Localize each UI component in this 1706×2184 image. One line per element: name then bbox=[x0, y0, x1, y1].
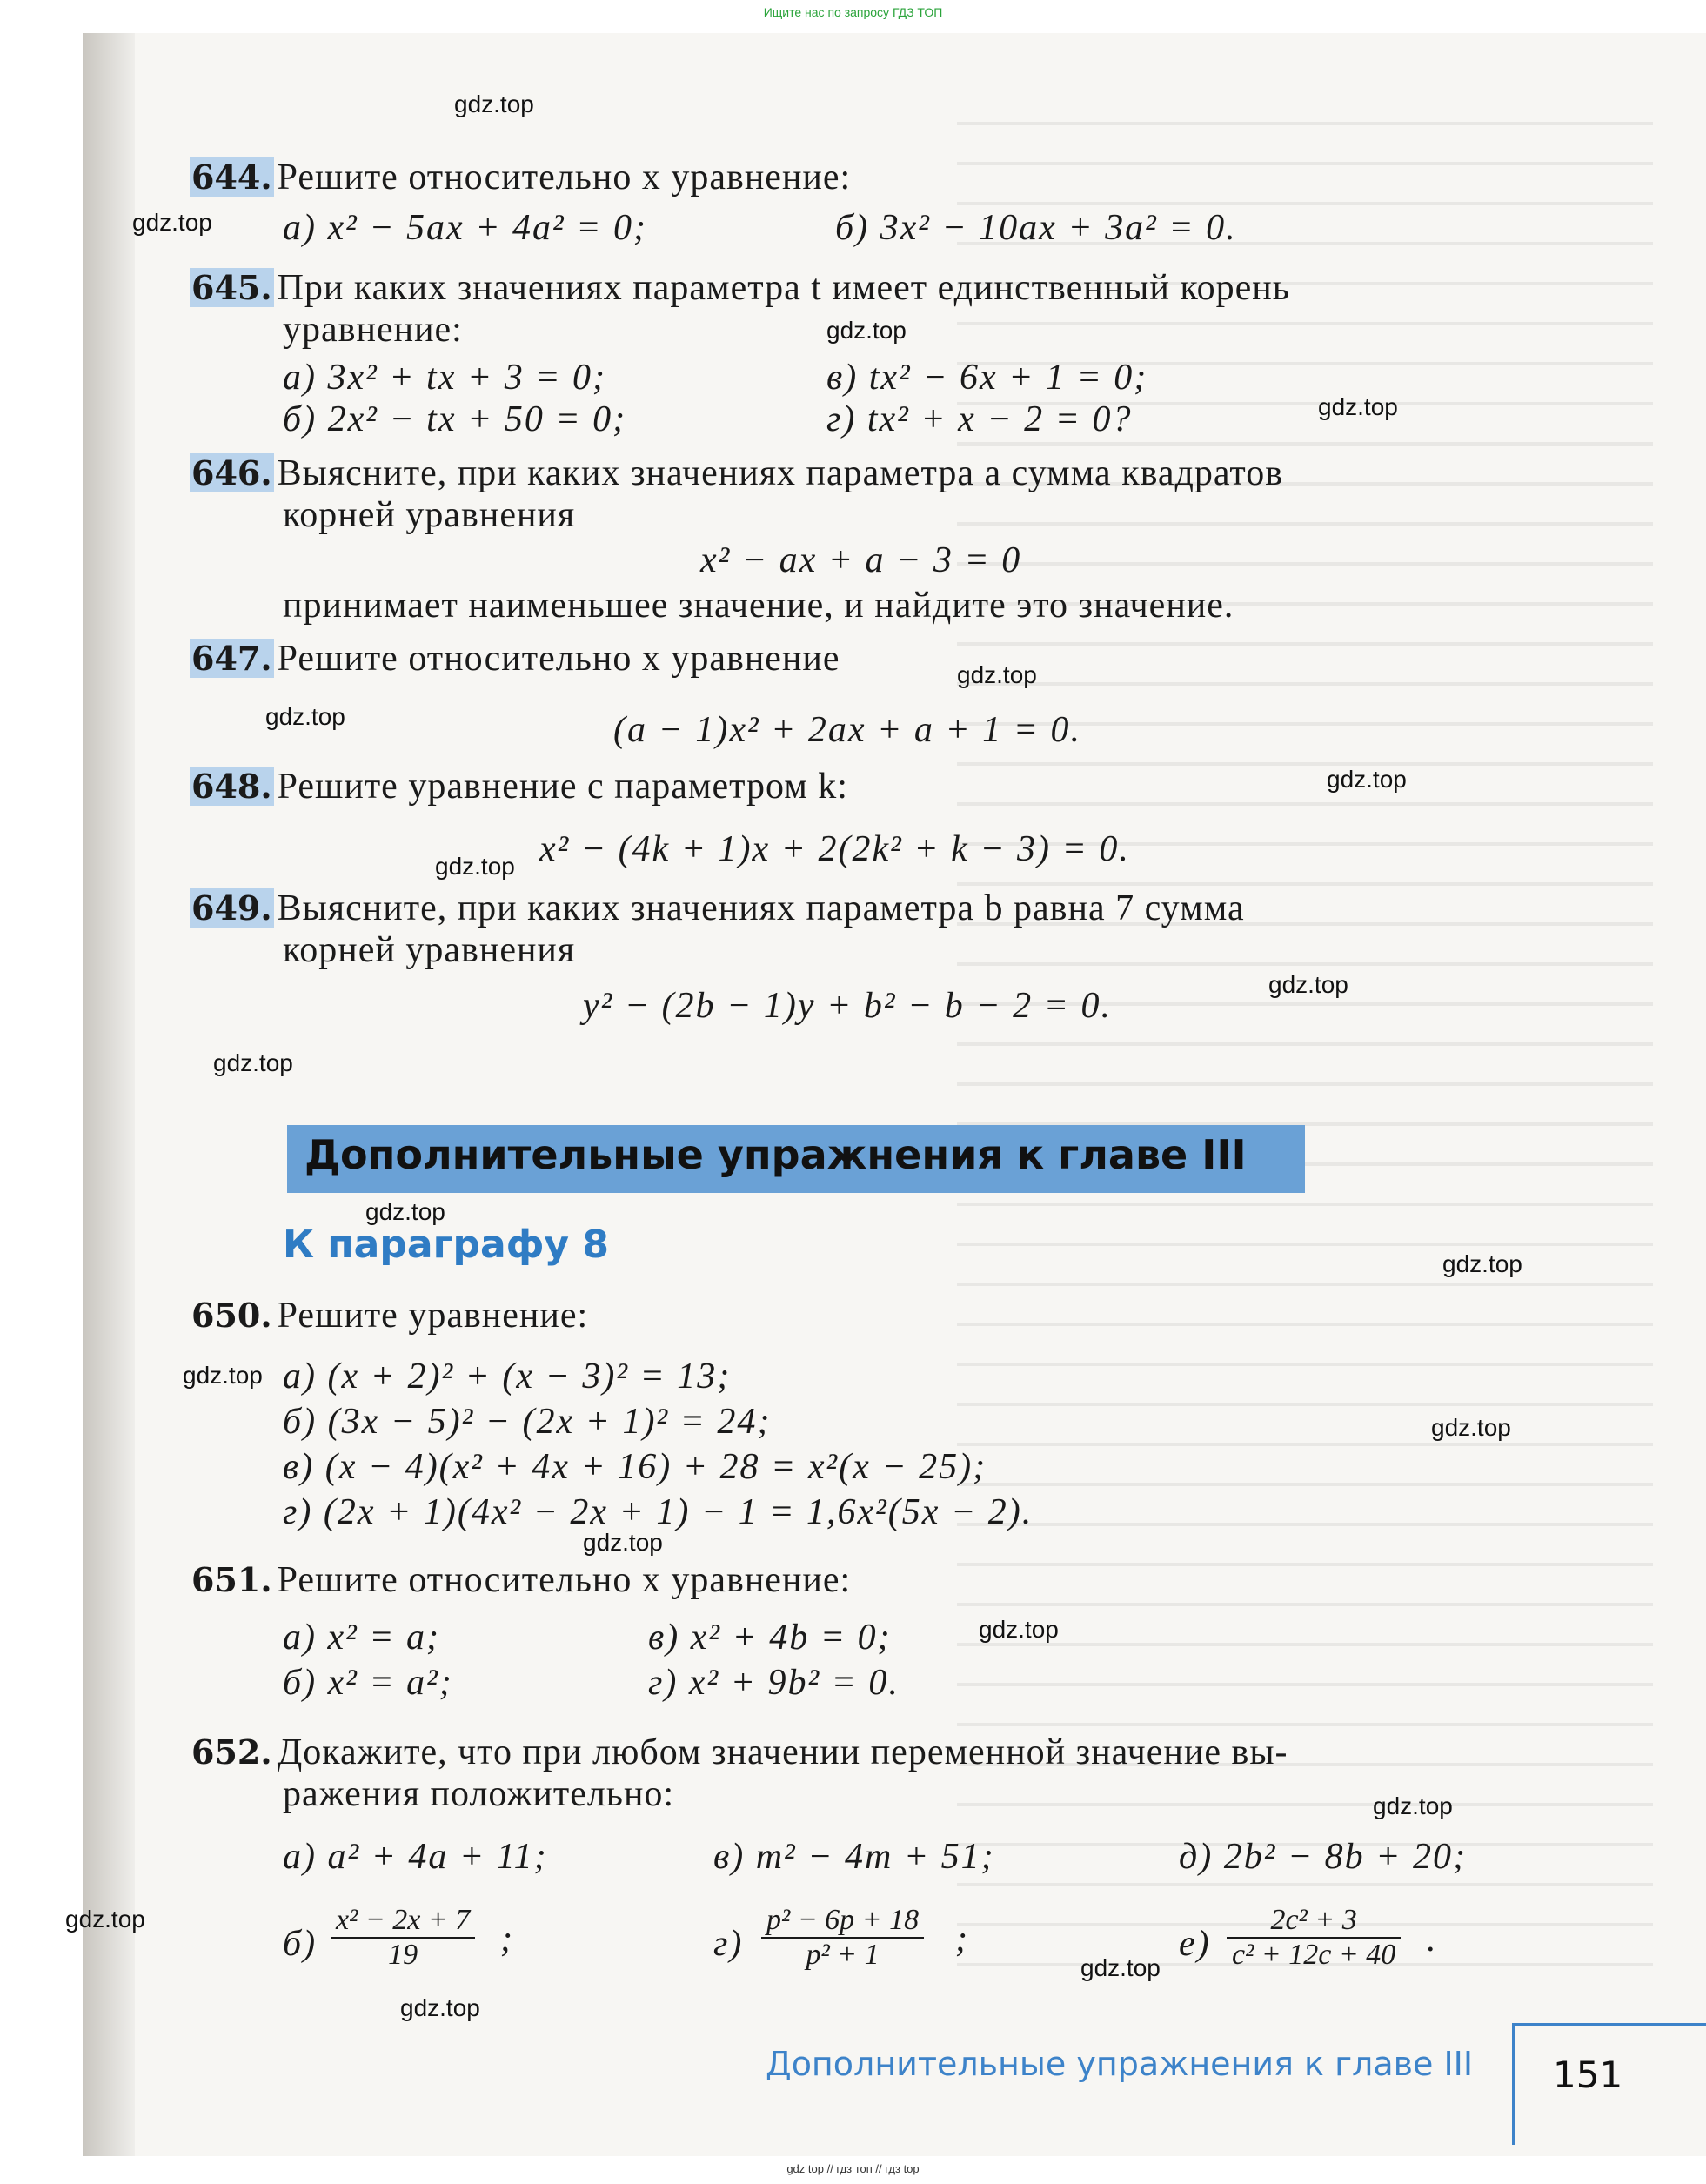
problem-645-text-2: уравнение: bbox=[283, 310, 463, 350]
problem-649-text-2: корней уравнения bbox=[283, 930, 576, 970]
header-note: Ищите нас по запросу ГДЗ ТОП bbox=[763, 5, 943, 19]
fraction-denominator: 19 bbox=[331, 1937, 475, 1972]
fraction-denominator: p² + 1 bbox=[761, 1937, 924, 1972]
watermark: gdz.top bbox=[183, 1362, 263, 1389]
watermark: gdz.top bbox=[65, 1906, 145, 1933]
problem-645-v: в) tx² − 6x + 1 = 0; bbox=[826, 358, 1148, 398]
problem-text: Решите относительно x уравнение: bbox=[277, 1560, 852, 1600]
watermark: gdz.top bbox=[265, 703, 345, 730]
problem-652-b-fraction bbox=[331, 1904, 475, 1972]
problem-652 bbox=[190, 1732, 1288, 1773]
problem-646 bbox=[190, 452, 1283, 494]
problem-652-e-label: е) bbox=[1179, 1924, 1211, 1964]
footer-frame-top bbox=[1512, 2023, 1706, 2026]
problem-number: 646. bbox=[191, 453, 272, 492]
watermark: gdz.top bbox=[1431, 1414, 1511, 1441]
problem-645 bbox=[190, 267, 1290, 309]
problem-652-g-end: ; bbox=[955, 1919, 969, 1960]
watermark: gdz.top bbox=[826, 317, 907, 344]
watermark: gdz.top bbox=[583, 1529, 663, 1556]
problem-649 bbox=[190, 888, 1245, 929]
watermark: gdz.top bbox=[1268, 971, 1348, 998]
problem-651-v: в) x² + 4b = 0; bbox=[648, 1618, 892, 1658]
watermark: gdz.top bbox=[1318, 393, 1398, 420]
problem-651-b: б) x² = a²; bbox=[283, 1663, 453, 1703]
watermark: gdz.top bbox=[957, 661, 1037, 688]
fraction-numerator: p² − 6p + 18 bbox=[766, 1904, 920, 1936]
problem-651-g: г) x² + 9b² = 0. bbox=[648, 1663, 900, 1703]
problem-650 bbox=[190, 1295, 588, 1337]
problem-650-a: а) (x + 2)² + (x − 3)² = 13; bbox=[283, 1357, 732, 1397]
problem-650-v: в) (x − 4)(x² + 4x + 16) + 28 = x²(x − 25); bbox=[283, 1447, 987, 1487]
page-number: 151 bbox=[1553, 2053, 1623, 2096]
problem-text: Выясните, при каких значениях параметра b равна 7 сумма bbox=[277, 888, 1245, 928]
problem-645-a: а) 3x² + tx + 3 = 0; bbox=[283, 358, 607, 398]
watermark: gdz.top bbox=[454, 90, 534, 117]
problem-648 bbox=[190, 766, 848, 807]
watermark: gdz.top bbox=[1327, 766, 1407, 793]
problem-651 bbox=[190, 1559, 851, 1601]
problem-652-g-fraction bbox=[761, 1904, 924, 1972]
problem-646-text-2: корней уравнения bbox=[283, 495, 576, 535]
watermark: gdz.top bbox=[1373, 1792, 1453, 1819]
problem-number: 644. bbox=[191, 157, 272, 197]
problem-number: 648. bbox=[191, 767, 272, 806]
problem-652-v: в) m² − 4m + 51; bbox=[713, 1837, 995, 1877]
problem-652-text-2: ражения положительно: bbox=[283, 1774, 675, 1814]
problem-652-e-end: . bbox=[1427, 1919, 1438, 1960]
problem-number: 647. bbox=[191, 639, 272, 678]
watermark: gdz.top bbox=[1442, 1250, 1522, 1277]
problem-646-eq: x² − ax + a − 3 = 0 bbox=[700, 540, 1022, 580]
problem-number: 651. bbox=[191, 1560, 272, 1599]
problem-text: Решите относительно x уравнение bbox=[277, 639, 840, 679]
problem-652-e-fraction bbox=[1227, 1904, 1401, 1972]
problem-652-d: д) 2b² − 8b + 20; bbox=[1179, 1837, 1467, 1877]
problem-number: 652. bbox=[191, 1732, 272, 1772]
problem-645-b: б) 2x² − tx + 50 = 0; bbox=[283, 399, 627, 439]
problem-652-b-label: б) bbox=[283, 1924, 318, 1964]
problem-647 bbox=[190, 638, 840, 680]
footer-frame-left bbox=[1512, 2023, 1515, 2145]
problem-650-g: г) (2x + 1)(4x² − 2x + 1) − 1 = 1,6x²(5x − 2). bbox=[283, 1492, 1034, 1532]
problem-649-eq: y² − (2b − 1)y + b² − b − 2 = 0. bbox=[583, 986, 1112, 1026]
problem-650-b: б) (3x − 5)² − (2x + 1)² = 24; bbox=[283, 1402, 772, 1442]
problem-651-a: а) x² = a; bbox=[283, 1618, 441, 1658]
problem-text: Докажите, что при любом значении переменной значение вы- bbox=[277, 1732, 1288, 1772]
watermark: gdz.top bbox=[400, 1994, 480, 2021]
subsection-title: К параграфу 8 bbox=[283, 1223, 610, 1267]
problem-648-eq: x² − (4k + 1)x + 2(2k² + k − 3) = 0. bbox=[539, 829, 1130, 869]
problem-645-g: г) tx² + x − 2 = 0? bbox=[826, 399, 1133, 439]
problem-652-g-label: г) bbox=[713, 1924, 744, 1964]
problem-644 bbox=[190, 157, 851, 198]
watermark: gdz.top bbox=[435, 853, 515, 880]
problem-number: 649. bbox=[191, 888, 272, 928]
problem-647-eq: (a − 1)x² + 2ax + a + 1 = 0. bbox=[613, 710, 1082, 750]
problem-text: Решите уравнение с параметром k: bbox=[277, 767, 848, 807]
problem-text: Решите уравнение: bbox=[277, 1296, 589, 1336]
watermark: gdz.top bbox=[132, 209, 212, 236]
section-title: Дополнительные упражнения к главе III bbox=[304, 1131, 1247, 1178]
watermark: gdz.top bbox=[213, 1049, 293, 1076]
problem-number: 645. bbox=[191, 268, 272, 307]
problem-text: Решите относительно x уравнение: bbox=[277, 157, 852, 198]
page-spine-shadow bbox=[83, 33, 135, 2156]
running-footer: Дополнительные упражнения к главе III bbox=[766, 2045, 1474, 2083]
problem-646-text-3: принимает наименьшее значение, и найдите это значение. bbox=[283, 586, 1234, 626]
watermark: gdz.top bbox=[1080, 1954, 1161, 1981]
problem-644-a: а) x² − 5ax + 4a² = 0; bbox=[283, 208, 647, 248]
footer-note: gdz top // гдз топ // гдз top bbox=[786, 2162, 920, 2175]
problem-number: 650. bbox=[191, 1296, 272, 1335]
problem-652-a: а) a² + 4a + 11; bbox=[283, 1837, 548, 1877]
problem-652-b-end: ; bbox=[500, 1919, 514, 1960]
fraction-numerator: 2c² + 3 bbox=[1270, 1904, 1357, 1936]
problem-text: При каких значениях параметра t имеет единственный корень bbox=[277, 268, 1290, 308]
problem-644-b: б) 3x² − 10ax + 3a² = 0. bbox=[835, 208, 1237, 248]
fraction-numerator: x² − 2x + 7 bbox=[336, 1904, 471, 1936]
watermark: gdz.top bbox=[979, 1616, 1059, 1643]
fraction-denominator: c² + 12c + 40 bbox=[1227, 1937, 1401, 1972]
problem-text: Выясните, при каких значениях параметра a сумма квадратов bbox=[277, 453, 1284, 493]
watermark: gdz.top bbox=[365, 1198, 445, 1225]
